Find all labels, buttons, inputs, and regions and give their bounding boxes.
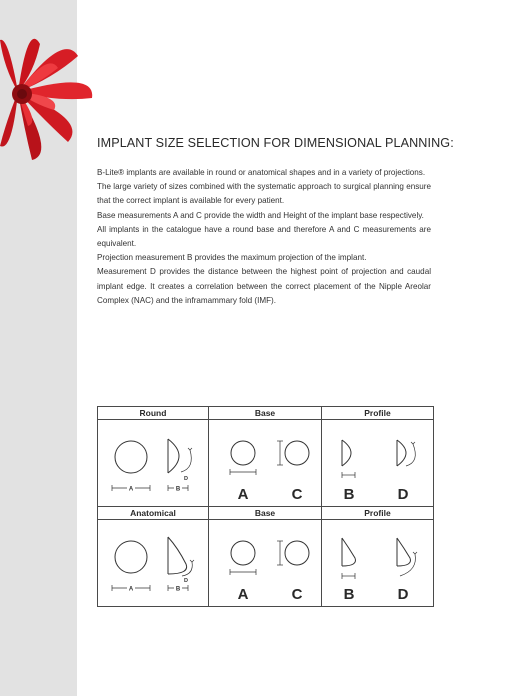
- letter-a: A: [237, 486, 249, 503]
- header-base: Base: [209, 507, 322, 520]
- anatomical-shape-diagram: [98, 520, 208, 606]
- paragraph: The large variety of sizes combined with the systematic approach to surgical planning ensure that the correct implant is available for every patient.: [97, 182, 431, 206]
- anatomical-base-cell: [209, 520, 322, 607]
- header-anatomical: Anatomical: [98, 507, 209, 520]
- round-profile-cell: [322, 420, 434, 507]
- anatomical-profile-cell: [322, 520, 434, 607]
- paragraph: B-Lite® implants are available in round or anatomical shapes and in a variety of projections.: [97, 168, 426, 177]
- round-shape-cell: [98, 420, 209, 507]
- label-d: D: [184, 578, 188, 584]
- label-a: A: [128, 486, 134, 493]
- anatomical-profile-diagram: [322, 520, 433, 606]
- implant-size-table: [97, 406, 434, 607]
- letter-d: D: [397, 586, 409, 603]
- paragraph: Measurement D provides the distance between the highest point of projection and caudal implant edge. It creates a correlation between the correct placement of the Nipple Areolar Complex (NAC) and the inframammary fold (IMF).: [97, 267, 431, 305]
- label-b: B: [175, 586, 181, 593]
- letter-c: C: [291, 486, 303, 503]
- anatomical-shape-cell: [98, 520, 209, 607]
- letter-d: D: [397, 486, 409, 503]
- letter-a: A: [237, 586, 249, 603]
- anatomical-base-diagram: [209, 520, 321, 606]
- flower-decoration: [0, 22, 100, 162]
- letter-c: C: [291, 586, 303, 603]
- round-profile-diagram: [322, 420, 433, 506]
- header-base: Base: [209, 407, 322, 420]
- body-text: [97, 166, 431, 308]
- label-a: A: [128, 586, 134, 593]
- page-title: IMPLANT SIZE SELECTION FOR DIMENSIONAL PLANNING:: [97, 136, 454, 150]
- table-row: [98, 520, 434, 607]
- paragraph: Projection measurement B provides the maximum projection of the implant.: [97, 253, 367, 263]
- label-d: D: [184, 476, 188, 482]
- label-b: B: [175, 486, 181, 493]
- paragraph: Base measurements A and C provide the width and Height of the implant base respectively.: [97, 210, 424, 220]
- table-row: [98, 420, 434, 507]
- table-header-row: [98, 507, 434, 520]
- header-profile: Profile: [322, 407, 434, 420]
- letter-b: B: [343, 486, 355, 503]
- table-header-row: [98, 407, 434, 420]
- round-shape-diagram: [98, 420, 208, 506]
- round-base-cell: [209, 420, 322, 507]
- letter-b: B: [343, 586, 355, 603]
- paragraph: All implants in the catalogue have a round base and therefore A and C measurements are equivalent.: [97, 224, 431, 249]
- header-round: Round: [98, 407, 209, 420]
- header-profile: Profile: [322, 507, 434, 520]
- round-base-diagram: [209, 420, 321, 506]
